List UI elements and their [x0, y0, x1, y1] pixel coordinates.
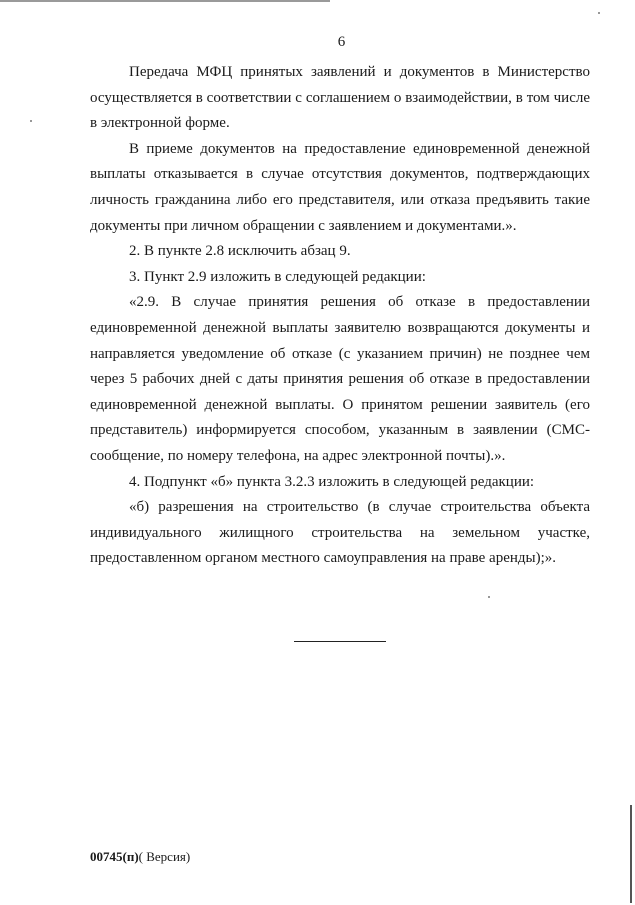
paragraph-item-3: 3. Пункт 2.9 изложить в следующей редакции: — [129, 268, 426, 285]
footer — [90, 849, 190, 865]
document-code: 00745(п) — [90, 849, 139, 864]
scan-artifact-top — [0, 0, 330, 2]
paragraph-item-4: 4. Подпункт «б» пункта 3.2.3 изложить в следующей редакции: — [129, 473, 535, 490]
paragraph-refusal-reception: В приеме документов на предоставление единовременной денежной выплаты отказывается в случае отсутствия документов, подтверждающих личность гражданина либо его представителя, или отказа предъявить такие документы при личном обращении с заявлением и документами.». — [90, 140, 590, 234]
scan-speck — [30, 120, 32, 122]
paragraph-clause-2-9: «2.9. В случае принятия решения об отказе в предоставлении единовременной денежной выплаты заявителю возвращаются документы и направляется уведомление об отказе (с указанием причин) не позднее чем через 5 рабочих дней с даты принятия решения об отказе в предоставлении единовременной денежной выплаты. О принятом решении заявитель (его представитель) информируется способом, указанным в заявлении (СМС-сообщение, по номеру телефона, на адрес электронной почты).». — [90, 294, 590, 464]
separator-line — [294, 641, 386, 642]
paragraph-subclause-b: «б) разрешения на строительство (в случае строительства объекта индивидуального жилищного строительства на земельном участке, предоставленном органом местного самоуправления на праве аренды);». — [90, 499, 590, 567]
document-version: ( Версия) — [138, 849, 191, 864]
paragraph-item-2: 2. В пункте 2.8 исключить абзац 9. — [129, 243, 351, 260]
scan-speck — [598, 12, 600, 14]
page-number: 6 — [337, 34, 346, 50]
document-body — [90, 60, 590, 572]
scan-artifact-right-edge — [630, 805, 632, 903]
paragraph-mfc-transfer: Передача МФЦ принятых заявлений и документов в Министерство осуществляется в соответствии с соглашением о взаимодействии, в том числе в электронной форме. — [90, 64, 590, 132]
scan-speck — [488, 596, 490, 598]
